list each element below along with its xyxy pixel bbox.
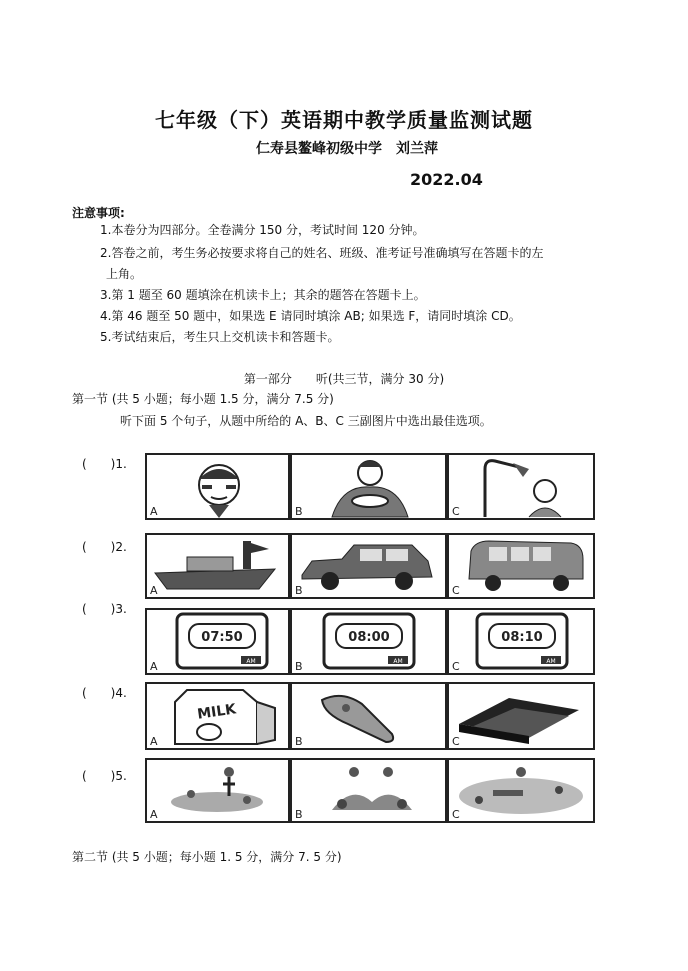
exam-title: 七年级（下）英语期中教学质量监测试题 <box>155 108 533 132</box>
question-number: ( )2. <box>82 540 127 554</box>
option-label: C <box>452 735 460 748</box>
q2-option-b-picture <box>290 533 447 599</box>
option-label: B <box>295 505 303 518</box>
option-label: C <box>452 505 460 518</box>
note-item: 5.考试结束后，考生只上交机读卡和答题卡。 <box>100 330 340 344</box>
option-label: A <box>150 505 158 518</box>
q1-option-a-picture <box>145 453 290 520</box>
q3-option-c-picture <box>447 608 595 675</box>
exam-date: 2022.04 <box>410 170 483 189</box>
option-label: C <box>452 584 460 597</box>
milk-label: MILK <box>196 701 238 723</box>
q5-option-c-picture <box>447 758 595 823</box>
q3-option-a-picture <box>145 608 290 675</box>
question-number: ( )5. <box>82 769 127 783</box>
note-item: 1.本卷分为四部分。全卷满分 150 分，考试时间 120 分钟。 <box>100 223 425 237</box>
section-heading: 第二节 (共 5 小题；每小题 1. 5 分，满分 7. 5 分) <box>72 850 342 864</box>
note-item: 4.第 46 题至 50 题中，如果选 E 请同时填涂 AB; 如果选 F，请同时填涂 CD。 <box>100 309 521 323</box>
option-label: B <box>295 660 303 673</box>
digital-clock-icon <box>449 610 593 673</box>
note-item: 2.答卷之前，考生务必按要求将自己的姓名、班级、准考证号准确填写在答题卡的左 <box>100 246 544 260</box>
q4-option-a-picture <box>145 682 290 750</box>
milk-carton-icon <box>147 684 288 748</box>
clock-time: 07:50 <box>201 630 243 645</box>
ship-icon <box>147 535 288 597</box>
question-number: ( )1. <box>82 457 127 471</box>
notes-heading: 注意事项: <box>72 206 125 220</box>
bread-slice-icon <box>292 684 445 748</box>
q2-option-c-picture <box>447 533 595 599</box>
chocolate-bars-icon <box>449 684 593 748</box>
car-icon <box>292 535 445 597</box>
section-heading: 第一节 (共 5 小题；每小题 1.5 分，满分 7.5 分) <box>72 392 334 406</box>
q5-option-a-picture <box>145 758 290 823</box>
note-item: 3.第 1 题至 60 题填涂在机读卡上；其余的题答在答题卡上。 <box>100 288 426 302</box>
author-line: 仁寿县鳌峰初级中学 刘兰萍 <box>256 141 438 157</box>
people-scene-icon <box>147 760 288 821</box>
clock-time: 08:00 <box>348 630 390 645</box>
q4-option-c-picture <box>447 682 595 750</box>
digital-clock-icon <box>292 610 445 673</box>
option-label: B <box>295 584 303 597</box>
question-number: ( )3. <box>82 602 127 616</box>
option-label: A <box>150 660 158 673</box>
option-label: B <box>295 808 303 821</box>
digital-clock-icon <box>147 610 288 673</box>
person-eating-icon <box>292 455 445 518</box>
option-label: A <box>150 808 158 821</box>
section-instruction: 听下面 5 个句子，从题中所给的 A、B、C 三副图片中选出最佳选项。 <box>120 414 492 428</box>
q5-option-b-picture <box>290 758 447 823</box>
q2-option-a-picture <box>145 533 290 599</box>
q4-option-b-picture <box>290 682 447 750</box>
bus-icon <box>449 535 593 597</box>
part-heading: 第一部分 听(共三节，满分 30 分) <box>243 372 445 386</box>
option-label: B <box>295 735 303 748</box>
option-label: C <box>452 660 460 673</box>
clock-am: AM <box>546 658 556 665</box>
option-label: A <box>150 584 158 597</box>
q1-option-c-picture <box>447 453 595 520</box>
shower-icon <box>449 455 593 518</box>
face-icon <box>147 455 288 518</box>
people-scene-icon <box>449 760 593 821</box>
q3-option-b-picture <box>290 608 447 675</box>
option-label: A <box>150 735 158 748</box>
clock-am: AM <box>393 658 403 665</box>
clock-time: 08:10 <box>501 630 543 645</box>
clock-am: AM <box>246 658 256 665</box>
question-number: ( )4. <box>82 686 127 700</box>
q1-option-b-picture <box>290 453 447 520</box>
note-item: 上角。 <box>106 267 143 281</box>
option-label: C <box>452 808 460 821</box>
people-scene-icon <box>292 760 445 821</box>
